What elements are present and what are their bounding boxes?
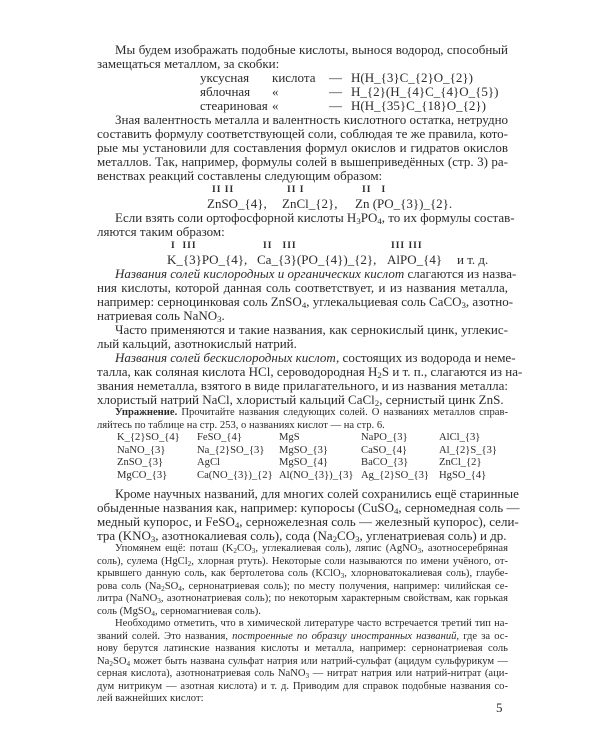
valence-label: II I xyxy=(287,185,305,195)
acid-formula: H(H_{35}C_{18}O_{2}) xyxy=(351,98,486,113)
text-line: ния кислоты, которой данная соль соответствует, и из названия металла, xyxy=(97,280,508,295)
text-line: $Na_2SO_4$ может быть названа сульфат натрия или натрий-сульфат (ацидум сульфурикум — xyxy=(97,655,508,668)
paragraph xyxy=(97,486,520,545)
text-line: ляйтесь по таблице на стр. 253, о названиях кислот — на стр. 6. xyxy=(97,419,385,431)
text-line: замещаться металлом, за скобки: xyxy=(97,56,280,71)
acid-row xyxy=(97,85,508,99)
acid-formula: H(H_{3}C_{2}O_{2}) xyxy=(351,70,473,85)
dash: — xyxy=(329,70,342,85)
acid-formula-list xyxy=(97,71,508,113)
text-line: дум нитрикум — азотная кислота) и т. д. Приводим для справок подобные названия со- xyxy=(97,680,508,692)
table-cell: K_{2}SO_{4} xyxy=(117,432,180,443)
acid-row xyxy=(97,71,508,85)
table-row xyxy=(97,432,508,445)
text-line: талла, как соляная кислота HCl, сероводородная $H_2S$ и т. п., слагаются из на- xyxy=(97,364,523,381)
acid-formula: H_{2}(H_{4}C_{4}O_{5}) xyxy=(351,84,499,99)
salt-formula: Zn (PO_{3})_{2}. xyxy=(355,196,453,211)
salt-formula: AlPO_{4} xyxy=(387,252,443,267)
valence-label: I III xyxy=(171,241,197,251)
paragraph xyxy=(97,350,523,409)
table-cell: AlCl_{3} xyxy=(439,432,481,443)
text-line: серная кислота), азотнонатриевая соль NaNO$_3$ — нитрат натрия или натрий-нитрат (аци- xyxy=(97,668,509,680)
text-line: Упражнение. Прочитайте названия следующих солей. О названиях металлов справ- xyxy=(115,407,508,418)
table-cell: Ca(NO_{3})_{2} xyxy=(197,469,273,481)
acid-word: кислота xyxy=(272,70,316,85)
table-cell: MgCO_{3} xyxy=(117,469,168,481)
table-cell: Al(NO_{3})_{3} xyxy=(279,469,354,481)
paragraph xyxy=(97,210,515,239)
table-cell: FeSO_{4} xyxy=(197,432,242,443)
paragraph xyxy=(97,43,508,71)
text-line: рые мы установили для составления формул окислов и гидратов окислов xyxy=(97,140,508,155)
paragraph xyxy=(97,113,508,183)
text-line: литра (NaNO$_3$, азотнонатриевая соль); по некоторым характерным свойствам, как горькая xyxy=(97,593,508,605)
dash: — xyxy=(329,98,342,113)
text-line: Необходимо отметить, что в химической литературе часто встречается третий тип на- xyxy=(115,618,508,629)
text-line: Упомянем ещё: поташ ($K_2CO_3$, углекалиевая соль), ляпис (AgNO$_3$, азотносеребряная xyxy=(115,543,509,555)
valence-label: II II xyxy=(212,185,235,195)
salt-table xyxy=(97,432,508,482)
text-line: крывшего данную соль, как бертолетова соль (KClO$_3$, хлорноватокалиевая соль), глаубе- xyxy=(97,568,508,580)
table-cell: CaSO_{4} xyxy=(361,444,408,456)
text-line: медный купорос, и FeSO$_4$, серножелезная соль — железный купорос), сели- xyxy=(97,514,519,531)
text-line: звания неметалла, взятого в виде прилагательного, и из названия металла: xyxy=(97,378,508,393)
text-line: металлов. Так, например, формулы солей в вышеприведённых (стр. 3) ра- xyxy=(97,154,508,169)
table-cell: NaPO_{3} xyxy=(361,432,408,443)
page-number: 5 xyxy=(496,700,503,715)
acid-name: уксусная xyxy=(200,70,250,85)
text-line: ляются таким образом: xyxy=(97,224,225,239)
table-cell: HgSO_{4} xyxy=(439,469,487,481)
valence-formula-block xyxy=(97,239,508,267)
formula-row xyxy=(97,253,508,267)
table-cell: AgCl xyxy=(197,457,220,468)
salt-formula: K_{3}PO_{4}, xyxy=(167,252,248,267)
valence-row xyxy=(97,183,508,197)
text-line: Названия солей кислородных и органических кислот слагаются из назва- xyxy=(115,266,517,281)
table-cell: ZnCl_{2} xyxy=(439,457,482,468)
table-cell: Ag_{2}SO_{3} xyxy=(361,469,430,481)
paragraph xyxy=(97,618,508,706)
text-line: составить формулу соответствующей соли, соблюдая те же правила, кото- xyxy=(97,126,508,141)
table-cell: Na_{2}SO_{3} xyxy=(197,444,265,456)
acid-name: яблочная xyxy=(200,84,251,99)
paragraph xyxy=(97,323,508,351)
text-line: соль (MgSO$_4$, серномагниевая соль). xyxy=(97,605,261,618)
valence-label: II I xyxy=(362,185,387,195)
text-line: Кроме научных названий, для многих солей сохранились ещё старинные xyxy=(115,486,519,501)
page-body xyxy=(97,42,523,706)
formula-row xyxy=(97,197,508,211)
table-cell: MgSO_{3} xyxy=(279,444,329,456)
table-cell: MgSO_{4} xyxy=(279,457,329,468)
valence-formula-block xyxy=(97,183,508,211)
acid-word: « xyxy=(272,98,279,113)
table-cell: Al_{2}S_{3} xyxy=(439,444,498,456)
dash: — xyxy=(329,84,342,99)
text-line: Мы будем изображать подобные кислоты, вынося водород, способный xyxy=(115,42,508,57)
text-line: лей важнейших кислот: xyxy=(97,693,204,704)
text-line: Часто применяются и такие названия, как сернокислый цинк, углекис- xyxy=(115,322,508,337)
table-row xyxy=(97,470,508,483)
acid-row xyxy=(97,99,508,113)
text-line: например: серноцинковая соль ZnSO$_4$, углекальциевая соль CaCO$_3$, азотно- xyxy=(97,294,514,311)
text-line: венствах реакций составлены следующим образом: xyxy=(97,168,383,183)
paragraph xyxy=(97,407,508,432)
text-line: званий солей. Это названия, построенные по образцу иностранных названий, где за ос- xyxy=(97,630,508,642)
table-cell: ZnSO_{3} xyxy=(117,457,164,468)
text-line: нову берутся латинские названия кислоты и металла, например: сернонатриевая соль xyxy=(97,643,508,654)
text-line: обыденные названия как, например: купоросы (CuSO$_4$, серномедная соль — xyxy=(97,500,520,517)
text-line: Зная валентность металла и валентность кислотного остатка, нетрудно xyxy=(115,112,509,127)
salt-formula: ZnSO_{4}, xyxy=(207,196,267,211)
table-row xyxy=(97,457,508,470)
text-line: Если взять соли ортофосфорной кислоты $H_3PO_4$, то их формулы состав- xyxy=(115,210,515,227)
text-line: рова соль ($Na_2SO_4$, сернонатриевая соль); по месту получения, например: чилийская се- xyxy=(97,580,508,593)
salt-formula: Ca_{3}(PO_{4})_{2}, xyxy=(257,252,377,267)
paragraph xyxy=(97,543,508,618)
text-line: соль), сулема (HgCl$_2$, хлорная ртуть). Некоторые соли называются по имени учёного, от- xyxy=(97,555,509,568)
text-line: тра ($KNO_3$, азотнокалиевая соль), сода ($Na_2CO_3$, угленатриевая соль) и др. xyxy=(97,528,507,545)
paragraph xyxy=(97,266,517,325)
valence-label: III III xyxy=(391,241,423,251)
text-line: Названия солей бескислородных кислот, состоящих из водорода и неме- xyxy=(115,350,516,365)
valence-row xyxy=(97,239,508,253)
acid-word: « xyxy=(272,84,279,99)
text-line: лый кальций, азотнокислый натрий. xyxy=(97,336,297,351)
valence-label: II III xyxy=(263,241,297,251)
table-row xyxy=(97,445,508,458)
salt-formula: ZnCl_{2}, xyxy=(282,196,338,211)
text-line: хлористый натрий NaCl, хлористый кальций CaCl$_2$, сернистый цинк ZnS. xyxy=(97,392,504,409)
table-cell: NaNO_{3} xyxy=(117,444,166,456)
salt-formula: и т. д. xyxy=(457,252,489,267)
table-cell: MgS xyxy=(279,432,300,443)
acid-name: стеариновая xyxy=(200,98,268,113)
text-line: натриевая соль NaNO$_3$. xyxy=(97,308,225,325)
table-cell: BaCO_{3} xyxy=(361,457,409,468)
